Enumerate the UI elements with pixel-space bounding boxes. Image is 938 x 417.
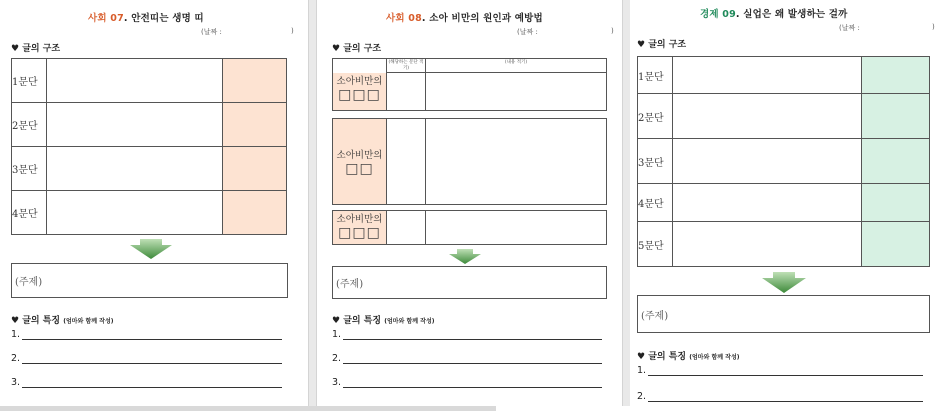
- paragraph-content-cell[interactable]: [673, 184, 862, 222]
- feature-line-1[interactable]: 1.: [332, 329, 602, 340]
- features-heading: ♥ 글의 특징 (엄마와 함께 작성): [637, 352, 740, 362]
- date-field[interactable]: (날짜 :: [839, 24, 860, 32]
- content-cell[interactable]: [426, 119, 607, 205]
- feature-line-3[interactable]: 3.: [332, 377, 602, 388]
- blank-boxes: □□□: [338, 86, 381, 103]
- paragraph-summary-cell[interactable]: [223, 191, 287, 235]
- feature-line-2[interactable]: 2.: [637, 391, 923, 402]
- paragraph-summary-cell[interactable]: [862, 139, 930, 184]
- topic-box[interactable]: (주제): [637, 295, 930, 333]
- column-header: (내용 적기): [426, 59, 607, 73]
- paragraph-label: 5문단: [638, 222, 673, 267]
- paragraph-content-cell[interactable]: [673, 139, 862, 184]
- paragraph-summary-cell[interactable]: [862, 94, 930, 139]
- content-cell[interactable]: [426, 73, 607, 111]
- features-heading: ♥ 글의 특징 (엄마와 함께 작성): [332, 316, 435, 326]
- down-arrow-icon: [762, 272, 806, 293]
- feature-line-1[interactable]: 1.: [11, 329, 282, 340]
- paragraph-summary-cell[interactable]: [223, 103, 287, 147]
- page-gutter: [309, 0, 316, 406]
- paragraph-summary-cell[interactable]: [862, 222, 930, 267]
- blank-boxes: □□□: [338, 225, 381, 241]
- structure-heading: ♥ 글의 구조: [332, 44, 382, 54]
- paragraph-label: 2문단: [12, 103, 47, 147]
- feature-line-2[interactable]: 2.: [332, 353, 602, 364]
- blank-boxes: □□: [345, 160, 374, 177]
- paragraph-number-cell[interactable]: [387, 73, 426, 111]
- obesity-cause-label: 소아비만의 □□: [333, 119, 387, 205]
- paragraph-label: 4문단: [638, 184, 673, 222]
- paragraph-label: 1문단: [12, 59, 47, 103]
- date-close: ): [932, 23, 935, 31]
- paragraph-label: 3문단: [12, 147, 47, 191]
- paragraph-label: 4문단: [12, 191, 47, 235]
- paragraph-content-cell[interactable]: [47, 59, 223, 103]
- paragraph-number-cell[interactable]: [387, 119, 426, 205]
- structure-heading: ♥ 글의 구조: [11, 44, 61, 54]
- structure-table-middle: [332, 118, 607, 205]
- feature-line-2[interactable]: 2.: [11, 353, 282, 364]
- worksheet-social-08: [316, 0, 623, 406]
- worksheet-social-07: [0, 0, 309, 406]
- structure-table-top: [332, 58, 607, 111]
- date-close: ): [611, 27, 614, 35]
- structure-table: [11, 58, 287, 235]
- paragraph-content-cell[interactable]: [673, 57, 862, 94]
- paragraph-label: 1문단: [638, 57, 673, 94]
- down-arrow-icon: [130, 239, 172, 259]
- paragraph-content-cell[interactable]: [47, 191, 223, 235]
- obesity-cause-label: 소아비만의 □□□: [333, 211, 387, 245]
- paragraph-summary-cell[interactable]: [862, 184, 930, 222]
- structure-table: [637, 56, 930, 267]
- paragraph-content-cell[interactable]: [47, 147, 223, 191]
- down-arrow-icon: [449, 249, 481, 264]
- column-header: (해당하는 문단 적기): [388, 60, 424, 71]
- date-field[interactable]: (날짜 :: [517, 28, 538, 36]
- topic-box[interactable]: (주제): [332, 266, 607, 299]
- page-edge: [0, 406, 496, 411]
- paragraph-content-cell[interactable]: [673, 94, 862, 139]
- date-field[interactable]: (날짜 :: [201, 28, 222, 36]
- paragraph-content-cell[interactable]: [47, 103, 223, 147]
- structure-table-bottom: [332, 210, 607, 245]
- feature-line-3[interactable]: 3.: [11, 377, 282, 388]
- worksheet-economy-09: [630, 0, 938, 417]
- worksheet-title: 경제 09. 실업은 왜 발생하는 걸까: [700, 9, 848, 20]
- topic-box[interactable]: (주제): [11, 263, 288, 298]
- paragraph-content-cell[interactable]: [673, 222, 862, 267]
- date-close: ): [291, 27, 294, 35]
- paragraph-label: 2문단: [638, 94, 673, 139]
- feature-line-1[interactable]: 1.: [637, 365, 923, 376]
- paragraph-number-cell[interactable]: [387, 211, 426, 245]
- paragraph-summary-cell[interactable]: [862, 57, 930, 94]
- obesity-cause-label: 소아비만의 □□□: [333, 73, 387, 111]
- structure-heading: ♥ 글의 구조: [637, 40, 687, 50]
- paragraph-label: 3문단: [638, 139, 673, 184]
- paragraph-summary-cell[interactable]: [223, 147, 287, 191]
- worksheet-title: 사회 08. 소아 비만의 원인과 예방법: [386, 13, 543, 24]
- features-heading: ♥ 글의 특징 (엄마와 함께 작성): [11, 316, 114, 326]
- paragraph-summary-cell[interactable]: [223, 59, 287, 103]
- worksheet-title: 사회 07. 안전띠는 생명 띠: [88, 13, 204, 24]
- page-gutter: [623, 0, 630, 406]
- content-cell[interactable]: [426, 211, 607, 245]
